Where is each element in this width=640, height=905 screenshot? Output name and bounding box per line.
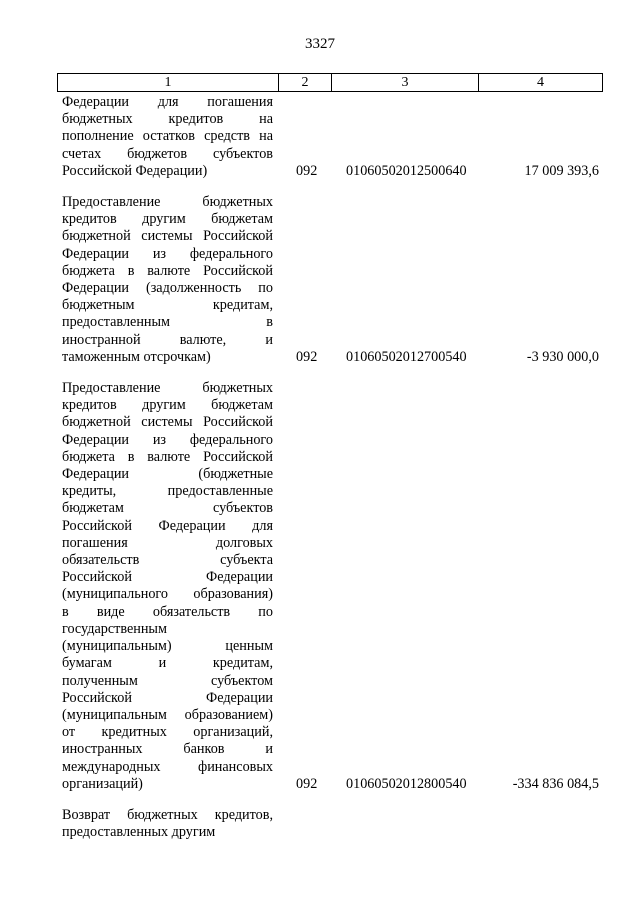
row-description bbox=[62, 194, 273, 366]
description-line: кредиты, предоставленные bbox=[62, 483, 273, 500]
row-spacer bbox=[0, 793, 640, 807]
description-line: Федерации (задолженность по bbox=[62, 280, 273, 297]
column-header-2: 2 bbox=[279, 74, 332, 92]
description-line: Федерации (бюджетные bbox=[62, 466, 273, 483]
classification-code: 01060502012800540 bbox=[346, 775, 467, 792]
admin-code: 092 bbox=[296, 348, 318, 365]
row-description bbox=[62, 94, 273, 180]
description-line: Российской Федерации для bbox=[62, 517, 273, 534]
description-line: Федерации из федерального bbox=[62, 245, 273, 262]
description-line: погашения долговых bbox=[62, 534, 273, 551]
row-spacer bbox=[0, 366, 640, 380]
description-line: кредитов другим бюджетам bbox=[62, 397, 273, 414]
table-row bbox=[0, 94, 640, 180]
description-line: предоставленных другим bbox=[62, 824, 216, 841]
amount: -3 930 000,0 bbox=[526, 348, 599, 365]
description-line: бюджетным кредитам, bbox=[62, 297, 273, 314]
table-body bbox=[0, 94, 640, 841]
description-line: пополнение остатков средств на bbox=[62, 128, 273, 145]
admin-code: 092 bbox=[296, 162, 318, 179]
amount: 17 009 393,6 bbox=[524, 162, 599, 179]
table-row bbox=[0, 194, 640, 366]
amount: -334 836 084,5 bbox=[512, 775, 599, 792]
description-line: иностранной валюте, и bbox=[62, 331, 273, 348]
description-line: в виде обязательств по bbox=[62, 603, 273, 620]
admin-code: 092 bbox=[296, 775, 318, 792]
classification-code: 01060502012500640 bbox=[346, 162, 467, 179]
column-header-table bbox=[57, 73, 603, 92]
description-line: предоставленным в bbox=[62, 314, 273, 331]
row-spacer bbox=[0, 180, 640, 194]
description-line: Федерации из федерального bbox=[62, 431, 273, 448]
description-line: (муниципальным образованием) bbox=[62, 706, 273, 723]
description-line: организаций) bbox=[62, 775, 143, 792]
classification-code: 01060502012700540 bbox=[346, 348, 467, 365]
table-row bbox=[0, 380, 640, 793]
description-line: (муниципального образования) bbox=[62, 586, 273, 603]
description-line: Предоставление бюджетных bbox=[62, 194, 273, 211]
description-line: таможенным отсрочкам) bbox=[62, 348, 211, 365]
description-line: иностранных банков и bbox=[62, 741, 273, 758]
description-line: от кредитных организаций, bbox=[62, 724, 273, 741]
description-line: международных финансовых bbox=[62, 758, 273, 775]
description-line: бюджетной системы Российской bbox=[62, 414, 273, 431]
description-line: Федерации для погашения bbox=[62, 94, 273, 110]
description-line: государственным bbox=[62, 620, 167, 637]
description-line: Российской Федерации bbox=[62, 689, 273, 706]
column-header-3: 3 bbox=[332, 74, 479, 92]
description-line: Российской Федерации) bbox=[62, 162, 208, 179]
description-line: (муниципальным) ценным bbox=[62, 638, 273, 655]
description-line: бюджета в валюте Российской bbox=[62, 262, 273, 279]
row-description bbox=[62, 807, 273, 841]
column-header-1: 1 bbox=[58, 74, 279, 92]
description-line: бюджетных кредитов на bbox=[62, 111, 273, 128]
page-number: 3327 bbox=[305, 36, 335, 52]
description-line: бумагам и кредитам, bbox=[62, 655, 273, 672]
table-row bbox=[0, 807, 640, 841]
description-line: бюджетной системы Российской bbox=[62, 228, 273, 245]
description-line: бюджетам субъектов bbox=[62, 500, 273, 517]
description-line: Предоставление бюджетных bbox=[62, 380, 273, 397]
description-line: обязательств субъекта bbox=[62, 552, 273, 569]
description-line: счетах бюджетов субъектов bbox=[62, 145, 273, 162]
column-header-row bbox=[58, 74, 603, 92]
description-line: Российской Федерации bbox=[62, 569, 273, 586]
row-description bbox=[62, 380, 273, 793]
description-line: кредитов другим бюджетам bbox=[62, 211, 273, 228]
description-line: бюджета в валюте Российской bbox=[62, 448, 273, 465]
description-line: полученным субъектом bbox=[62, 672, 273, 689]
description-line: Возврат бюджетных кредитов, bbox=[62, 806, 273, 823]
column-header-4: 4 bbox=[479, 74, 603, 92]
